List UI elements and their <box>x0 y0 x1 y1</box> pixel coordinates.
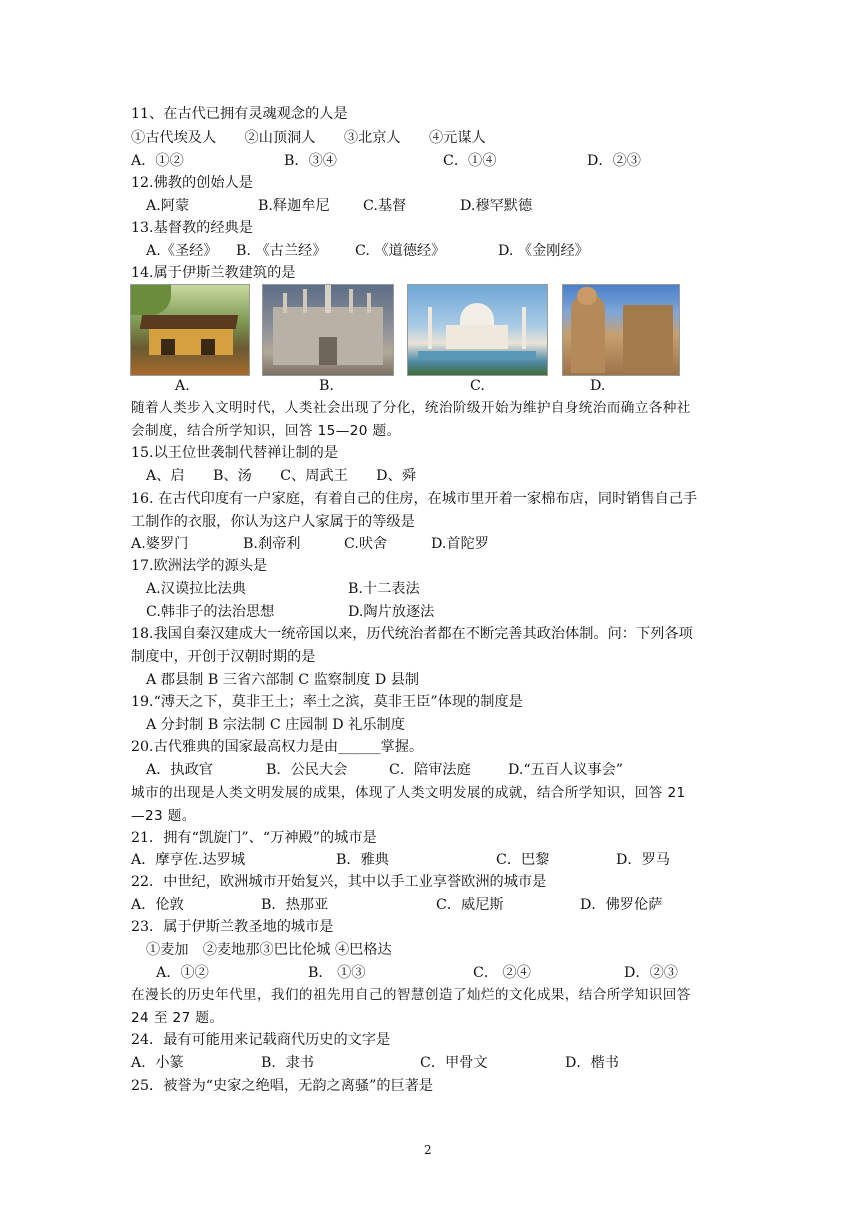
option-c: C．①④ <box>443 153 497 169</box>
statue-image <box>562 284 680 376</box>
option-a: A. <box>175 378 190 394</box>
question-18-options: A 郡县制 B 三省六部制 C 监察制度 D 县制 <box>146 672 420 688</box>
question-16: 16. 在古代印度有一户家庭，有着自己的住房，在城市里开着一家棉布店，同时销售自己手 <box>131 491 698 507</box>
question-18: 18.我国自秦汉建成大一统帝国以来，历代统治者都在不断完善其政治体制。问：下列各项 <box>131 626 693 642</box>
option-a: A．①② <box>156 965 209 981</box>
option-c: C.韩非子的法治思想 <box>146 604 275 620</box>
option-b: B．公民大会 <box>266 762 348 778</box>
option-c: C．威尼斯 <box>436 897 504 913</box>
option-a: A.《圣经》 <box>146 243 218 259</box>
option-b: B．热那亚 <box>261 897 329 913</box>
option-c: C． ②④ <box>473 965 531 981</box>
question-12: 12.佛教的创始人是 <box>131 175 253 191</box>
section-intro-1: 随着人类步入文明时代，人类社会出现了分化，统治阶级开始为维护自身统治而确立各种社 <box>131 400 691 416</box>
option-c: C. 《道德经》 <box>355 243 446 259</box>
option-c: C．陪审法庭 <box>389 762 471 778</box>
option-a: A．伦敦 <box>131 897 184 913</box>
option-d: D．楷书 <box>565 1055 619 1071</box>
option-c: C.基督 <box>363 198 407 214</box>
question-23-items: ①麦加 ②麦地那③巴比伦城 ④巴格达 <box>146 942 392 958</box>
option-d: D．罗马 <box>616 852 670 868</box>
option-d: D.穆罕默德 <box>460 198 533 214</box>
option-a: A．小篆 <box>131 1055 184 1071</box>
option-b: B.十二表法 <box>348 581 420 597</box>
option-d: D．佛罗伦萨 <box>580 897 663 913</box>
option-b: B．③④ <box>284 153 337 169</box>
option-c: C．巴黎 <box>496 852 550 868</box>
option-c: C. <box>470 378 485 394</box>
question-18-cont: 制度中，开创于汉朝时期的是 <box>131 649 316 665</box>
section-intro-3: 在漫长的历史年代里，我们的祖先用自己的智慧创造了灿烂的文化成果，结合所学知识回答 <box>131 987 691 1003</box>
question-15: 15.以王位世袭制代替禅让制的是 <box>131 445 339 461</box>
question-25: 25．被誉为“史家之绝唱，无韵之离骚”的巨著是 <box>131 1078 434 1094</box>
section-intro-2: 城市的出现是人类文明发展的成果，体现了人类文明发展的成就，结合所学知识，回答 21 <box>131 785 686 801</box>
option-c: C．甲骨文 <box>420 1055 488 1071</box>
question-19: 19.“溥天之下，莫非王土；率土之滨，莫非王臣”体现的制度是 <box>131 694 523 710</box>
question-23: 23．属于伊斯兰教圣地的城市是 <box>131 919 334 935</box>
option-d: D. <box>590 378 606 394</box>
option-d: D．②③ <box>624 965 678 981</box>
question-11: 11、在古代已拥有灵魂观念的人是 <box>131 106 348 122</box>
question-14: 14.属于伊斯兰教建筑的是 <box>131 265 296 281</box>
option-a: A．执政官 <box>146 762 213 778</box>
option-a: A.阿蒙 <box>146 198 190 214</box>
question-24: 24．最有可能用来记载商代历史的文字是 <box>131 1032 391 1048</box>
question-16-cont: 工制作的衣服，你认为这户人家属于的等级是 <box>131 514 415 530</box>
option-a: A．①② <box>131 153 184 169</box>
temple-image <box>130 284 250 376</box>
option-d: D．②③ <box>587 153 641 169</box>
option-b: B.释迦牟尼 <box>258 198 330 214</box>
option-a: A．摩亨佐.达罗城 <box>131 852 246 868</box>
option-d: D.陶片放逐法 <box>348 604 435 620</box>
option-c: C.吠舍 <box>344 536 388 552</box>
option-d: D.首陀罗 <box>431 536 489 552</box>
option-b: B．隶书 <box>261 1055 314 1071</box>
option-d: D. 《金刚经》 <box>498 243 589 259</box>
cathedral-image <box>262 284 394 376</box>
question-13: 13.基督教的经典是 <box>131 220 253 236</box>
option-b: B. <box>319 378 334 394</box>
question-17: 17.欧洲法学的源头是 <box>131 558 268 574</box>
taj-mahal-image <box>407 284 548 376</box>
question-21: 21．拥有“凯旋门”、“万神殿”的城市是 <box>131 830 377 846</box>
question-20: 20.古代雅典的国家最高权力是由______掌握。 <box>131 739 424 755</box>
option-b: B．雅典 <box>336 852 389 868</box>
page-number: 2 <box>424 1143 432 1157</box>
question-22: 22．中世纪，欧洲城市开始复兴，其中以手工业享誉欧洲的城市是 <box>131 874 547 890</box>
question-15-options: A、启 B、汤 C、周武王 D、舜 <box>146 468 416 484</box>
question-19-options: A 分封制 B 宗法制 C 庄园制 D 礼乐制度 <box>146 717 405 733</box>
section-intro-3-cont: 24 至 27 题。 <box>131 1010 224 1026</box>
option-d: D.“五百人议事会” <box>508 762 624 778</box>
option-a: A.婆罗门 <box>131 536 189 552</box>
question-11-items: ①古代埃及人 ②山顶洞人 ③北京人 ④元谋人 <box>131 130 486 146</box>
section-intro-2-cont: —23 题。 <box>131 808 196 824</box>
option-b: B.刹帝利 <box>243 536 301 552</box>
option-b: B． ①③ <box>308 965 366 981</box>
option-b: B. 《古兰经》 <box>236 243 327 259</box>
section-intro-1-cont: 会制度，结合所学知识，回答 15—20 题。 <box>131 423 401 439</box>
option-a: A.汉谟拉比法典 <box>146 581 246 597</box>
